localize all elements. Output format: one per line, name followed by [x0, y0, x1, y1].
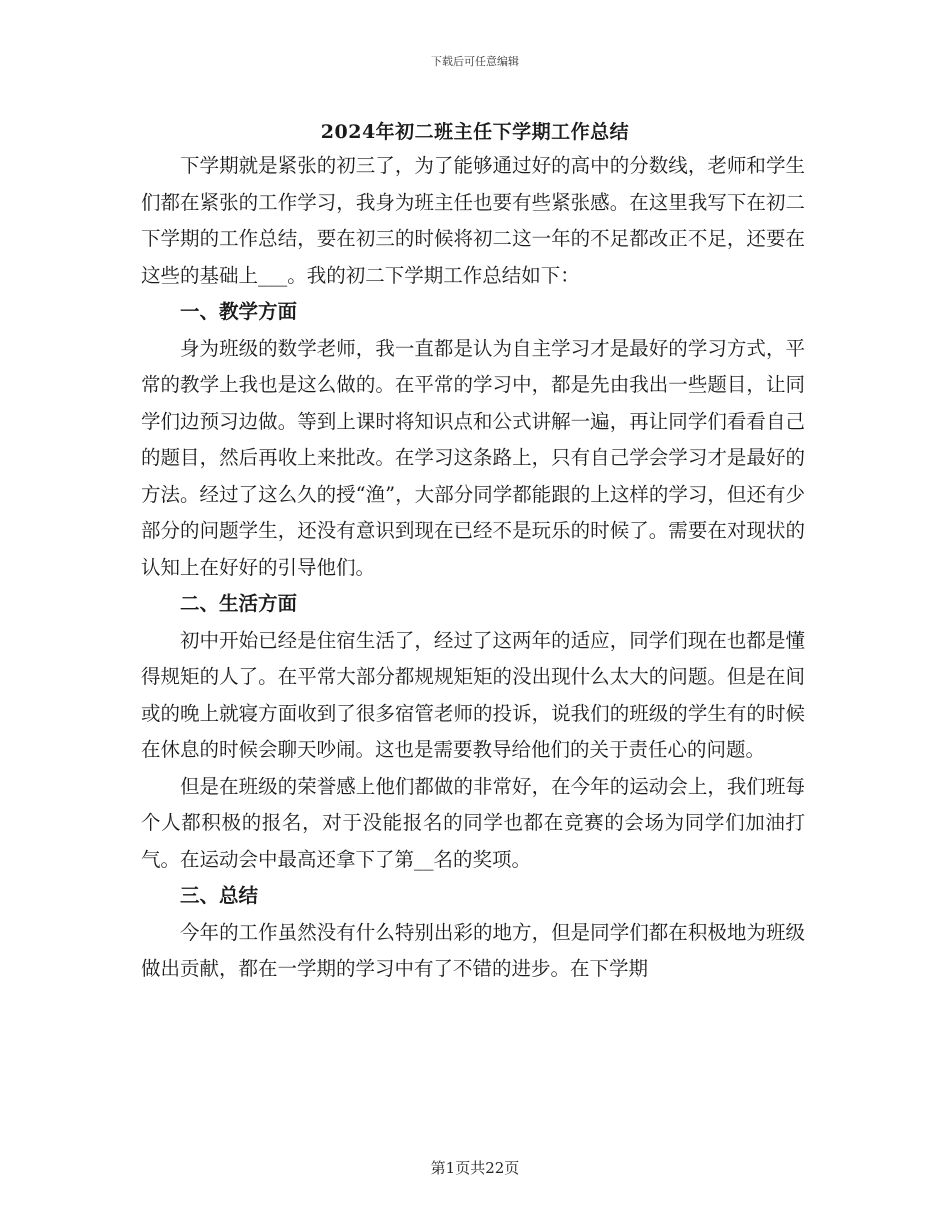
intro-paragraph: 下学期就是紧张的初三了，为了能够通过好的高中的分数线，老师和学生们都在紧张的工作学习，我身为班主任也要有些紧张感。在这里我写下在初二下学期的工作总结，要在初三的时候将初二这一年的不足都改正不足，还要在这些的基础上___。我的初二下学期工作总结如下： [141, 154, 805, 287]
document-title: 2024年初二班主任下学期工作总结 [320, 121, 630, 143]
section-heading-summary: 三、总结 [180, 884, 259, 907]
document-body [141, 148, 805, 988]
section-heading-life: 二、生活方面 [180, 592, 298, 615]
header-note: 下载后可任意编辑 [431, 55, 519, 68]
section-heading-teaching: 一、教学方面 [180, 300, 298, 323]
summary-paragraph: 今年的工作虽然没有什么特别出彩的地方，但是同学们都在积极地为班级做出贡献，都在一学期的学习中有了不错的进步。在下学期 [141, 920, 805, 980]
page-footer: 第1页共22页 [430, 1159, 520, 1177]
life-paragraph-2: 但是在班级的荣誉感上他们都做的非常好，在今年的运动会上，我们班每个人都积极的报名，对于没能报名的同学也都在竞赛的会场为同学们加油打气。在运动会中最高还拿下了第__名的奖项。 [141, 774, 805, 871]
teaching-paragraph: 身为班级的数学老师，我一直都是认为自主学习才是最好的学习方式，平常的教学上我也是这么做的。在平常的学习中，都是先由我出一些题目，让同学们边预习边做。等到上课时将知识点和公式讲解一遍，再让同学们看看自己的题目，然后再收上来批改。在学习这条路上，只有自己学会学习才是最好的方法。经过了这么久的授“渔”，大部分同学都能跟的上这样的学习，但还有少部分的问题学生，还没有意识到现在已经不是玩乐的时候了。需要在对现状的认知上在好好的引导他们。 [141, 336, 805, 579]
life-paragraph-1: 初中开始已经是住宿生活了，经过了这两年的适应，同学们现在也都是懂得规矩的人了。在平常大部分都规规矩矩的没出现什么太大的问题。但是在间或的晚上就寝方面收到了很多宿管老师的投诉，说我们的班级的学生有的时候在休息的时候会聊天吵闹。这也是需要教导给他们的关于责任心的问题。 [141, 628, 805, 761]
